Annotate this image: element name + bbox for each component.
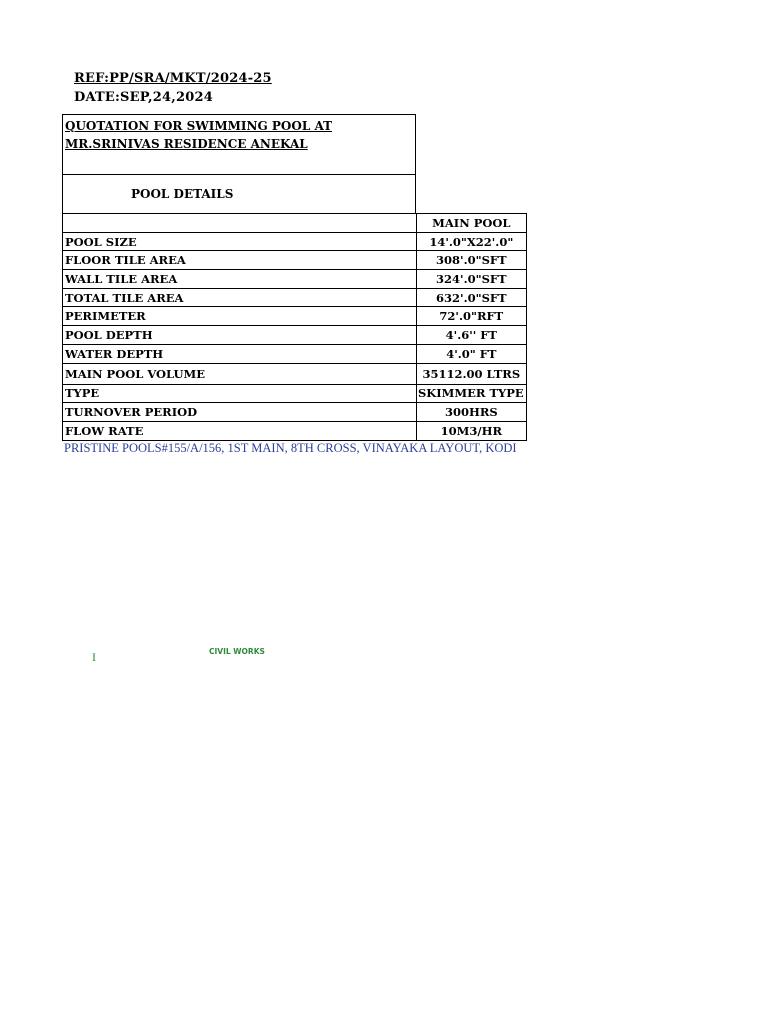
quotation-title-line-1: QUOTATION FOR SWIMMING POOL AT: [65, 119, 333, 133]
table-header-row: [63, 214, 527, 233]
company-address: PRISTINE POOLS#155/A/156, 1ST MAIN, 8TH CROSS, VINAYAKA LAYOUT, KODI: [64, 441, 517, 455]
pool-details-heading: POOL DETAILS: [131, 187, 234, 201]
table-row: [63, 421, 527, 440]
table-row: [63, 288, 527, 307]
pool-details-heading-box: [62, 174, 416, 214]
table-row: [63, 232, 527, 251]
row-label: MAIN POOL VOLUME: [63, 363, 417, 384]
row-value: 308'.0"SFT: [417, 251, 527, 270]
row-label: PERIMETER: [63, 307, 417, 326]
pool-spec-table: [62, 213, 527, 441]
table-row: [63, 363, 527, 384]
row-label: FLOOR TILE AREA: [63, 251, 417, 270]
quotation-date: DATE:SEP,24,2024: [74, 90, 213, 105]
row-label: WATER DEPTH: [63, 344, 417, 363]
row-label: TOTAL TILE AREA: [63, 288, 417, 307]
row-value: 4'.0" FT: [417, 344, 527, 363]
row-value: 72'.0"RFT: [417, 307, 527, 326]
quotation-title-box: [62, 114, 416, 175]
section-civil-works-label: CIVIL WORKS: [209, 647, 265, 656]
row-value: 300HRS: [417, 403, 527, 422]
quotation-title: [65, 117, 332, 153]
row-label: WALL TILE AREA: [63, 270, 417, 289]
row-value: 324'.0"SFT: [417, 270, 527, 289]
table-row: [63, 251, 527, 270]
row-label: TYPE: [63, 384, 417, 403]
row-label: TURNOVER PERIOD: [63, 403, 417, 422]
table-row: [63, 344, 527, 363]
table-row: [63, 403, 527, 422]
row-label: FLOW RATE: [63, 421, 417, 440]
table-header-blank: [63, 214, 417, 233]
row-value: 14'.0"X22'.0": [417, 232, 527, 251]
reference-number: REF:PP/SRA/MKT/2024-25: [74, 71, 272, 86]
row-value: 632'.0"SFT: [417, 288, 527, 307]
table-row: [63, 307, 527, 326]
table-row: [63, 384, 527, 403]
table-row: [63, 270, 527, 289]
row-value: 35112.00 LTRS: [417, 363, 527, 384]
row-value: 4'.6'' FT: [417, 326, 527, 345]
table-row: [63, 326, 527, 345]
row-label: POOL SIZE: [63, 232, 417, 251]
quotation-title-line-2: MR.SRINIVAS RESIDENCE ANEKAL: [65, 137, 308, 151]
column-header-main-pool: MAIN POOL: [417, 214, 527, 233]
section-marker: I: [92, 650, 96, 664]
row-label: POOL DEPTH: [63, 326, 417, 345]
row-value: SKIMMER TYPE: [417, 384, 527, 403]
row-value: 10M3/HR: [417, 421, 527, 440]
